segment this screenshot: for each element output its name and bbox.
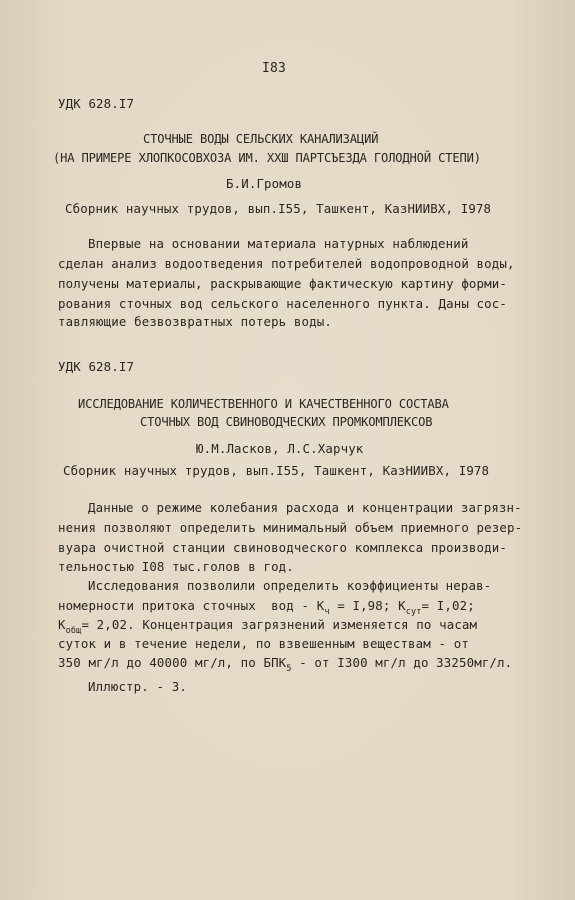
article-source: Сборник научных трудов, вып.I55, Ташкент, КазНИИВХ, I978 xyxy=(63,463,490,478)
formula-text: К xyxy=(58,617,66,632)
article-title-line: СТОЧНЫХ ВОД СВИНОВОДЧЕСКИХ ПРОМКОМПЛЕКСОВ xyxy=(140,415,433,429)
formula-text: = I,98; К xyxy=(329,598,406,613)
illustrations-count: Иллюстр. - 3. xyxy=(88,679,187,694)
abstract-line: тавляющие безвозвратных потерь воды. xyxy=(58,314,332,329)
abstract-line: нения позволяют определить минимальный объем приемного резер- xyxy=(58,520,523,535)
formula-text: = I,02; xyxy=(421,598,475,613)
abstract-line: суток и в течение недели, по взвешенным веществам - от xyxy=(58,636,469,651)
page-number: I83 xyxy=(262,61,286,76)
abstract-line: тельностью I08 тыс.голов в год. xyxy=(58,559,294,574)
formula-text: 350 мг/л до 40000 мг/л, по БПК xyxy=(58,655,287,670)
article-title-line: (НА ПРИМЕРЕ ХЛОПКОСОВХОЗА ИМ. XXШ ПАРТСЪЕЗДА ГОЛОДНОЙ СТЕПИ) xyxy=(53,151,481,165)
abstract-line: Исследования позволили определить коэффициенты нерав- xyxy=(88,578,492,593)
formula-text: = 2,02. Концентрация загрязнений изменяется по часам xyxy=(81,617,478,632)
udk-code: УДК 628.I7 xyxy=(58,359,135,374)
abstract-line: рования сточных вод сельского населенного пункта. Даны сос- xyxy=(58,296,507,311)
abstract-line: Данные о режиме колебания расхода и концентрации загрязн- xyxy=(88,500,522,515)
formula-subscript: ч xyxy=(324,607,330,617)
article-title-line: СТОЧНЫЕ ВОДЫ СЕЛЬСКИХ КАНАЛИЗАЦИЙ xyxy=(143,132,379,146)
formula-subscript: общ xyxy=(65,626,82,636)
article-source: Сборник научных трудов, вып.I55, Ташкент, КазНИИВХ, I978 xyxy=(65,201,492,216)
formula-line xyxy=(58,617,478,636)
abstract-line: сделан анализ водоотведения потребителей водопроводной воды, xyxy=(58,256,515,271)
article-title-line: ИССЛЕДОВАНИЕ КОЛИЧЕСТВЕННОГО И КАЧЕСТВЕННОГО СОСТАВА xyxy=(78,397,449,411)
abstract-line: получены материалы, раскрывающие фактическую картину форми- xyxy=(58,276,507,291)
article-authors: Ю.М.Ласков, Л.С.Харчук xyxy=(196,441,364,456)
formula-subscript: 5 xyxy=(286,664,292,674)
article-authors: Б.И.Громов xyxy=(226,176,303,191)
formula-line xyxy=(58,598,475,617)
formula-text: - от I300 мг/л до 33250мг/л. xyxy=(291,655,513,670)
abstract-line: Впервые на основании материала натурных наблюдений xyxy=(88,236,469,251)
formula-line xyxy=(58,655,513,674)
formula-text: номерности притока сточных вод - К xyxy=(58,598,325,613)
abstract-line: вуара очистной станции свиноводческого комплекса производи- xyxy=(58,540,507,555)
formula-subscript: сут xyxy=(405,607,422,617)
udk-code: УДК 628.I7 xyxy=(58,96,135,111)
